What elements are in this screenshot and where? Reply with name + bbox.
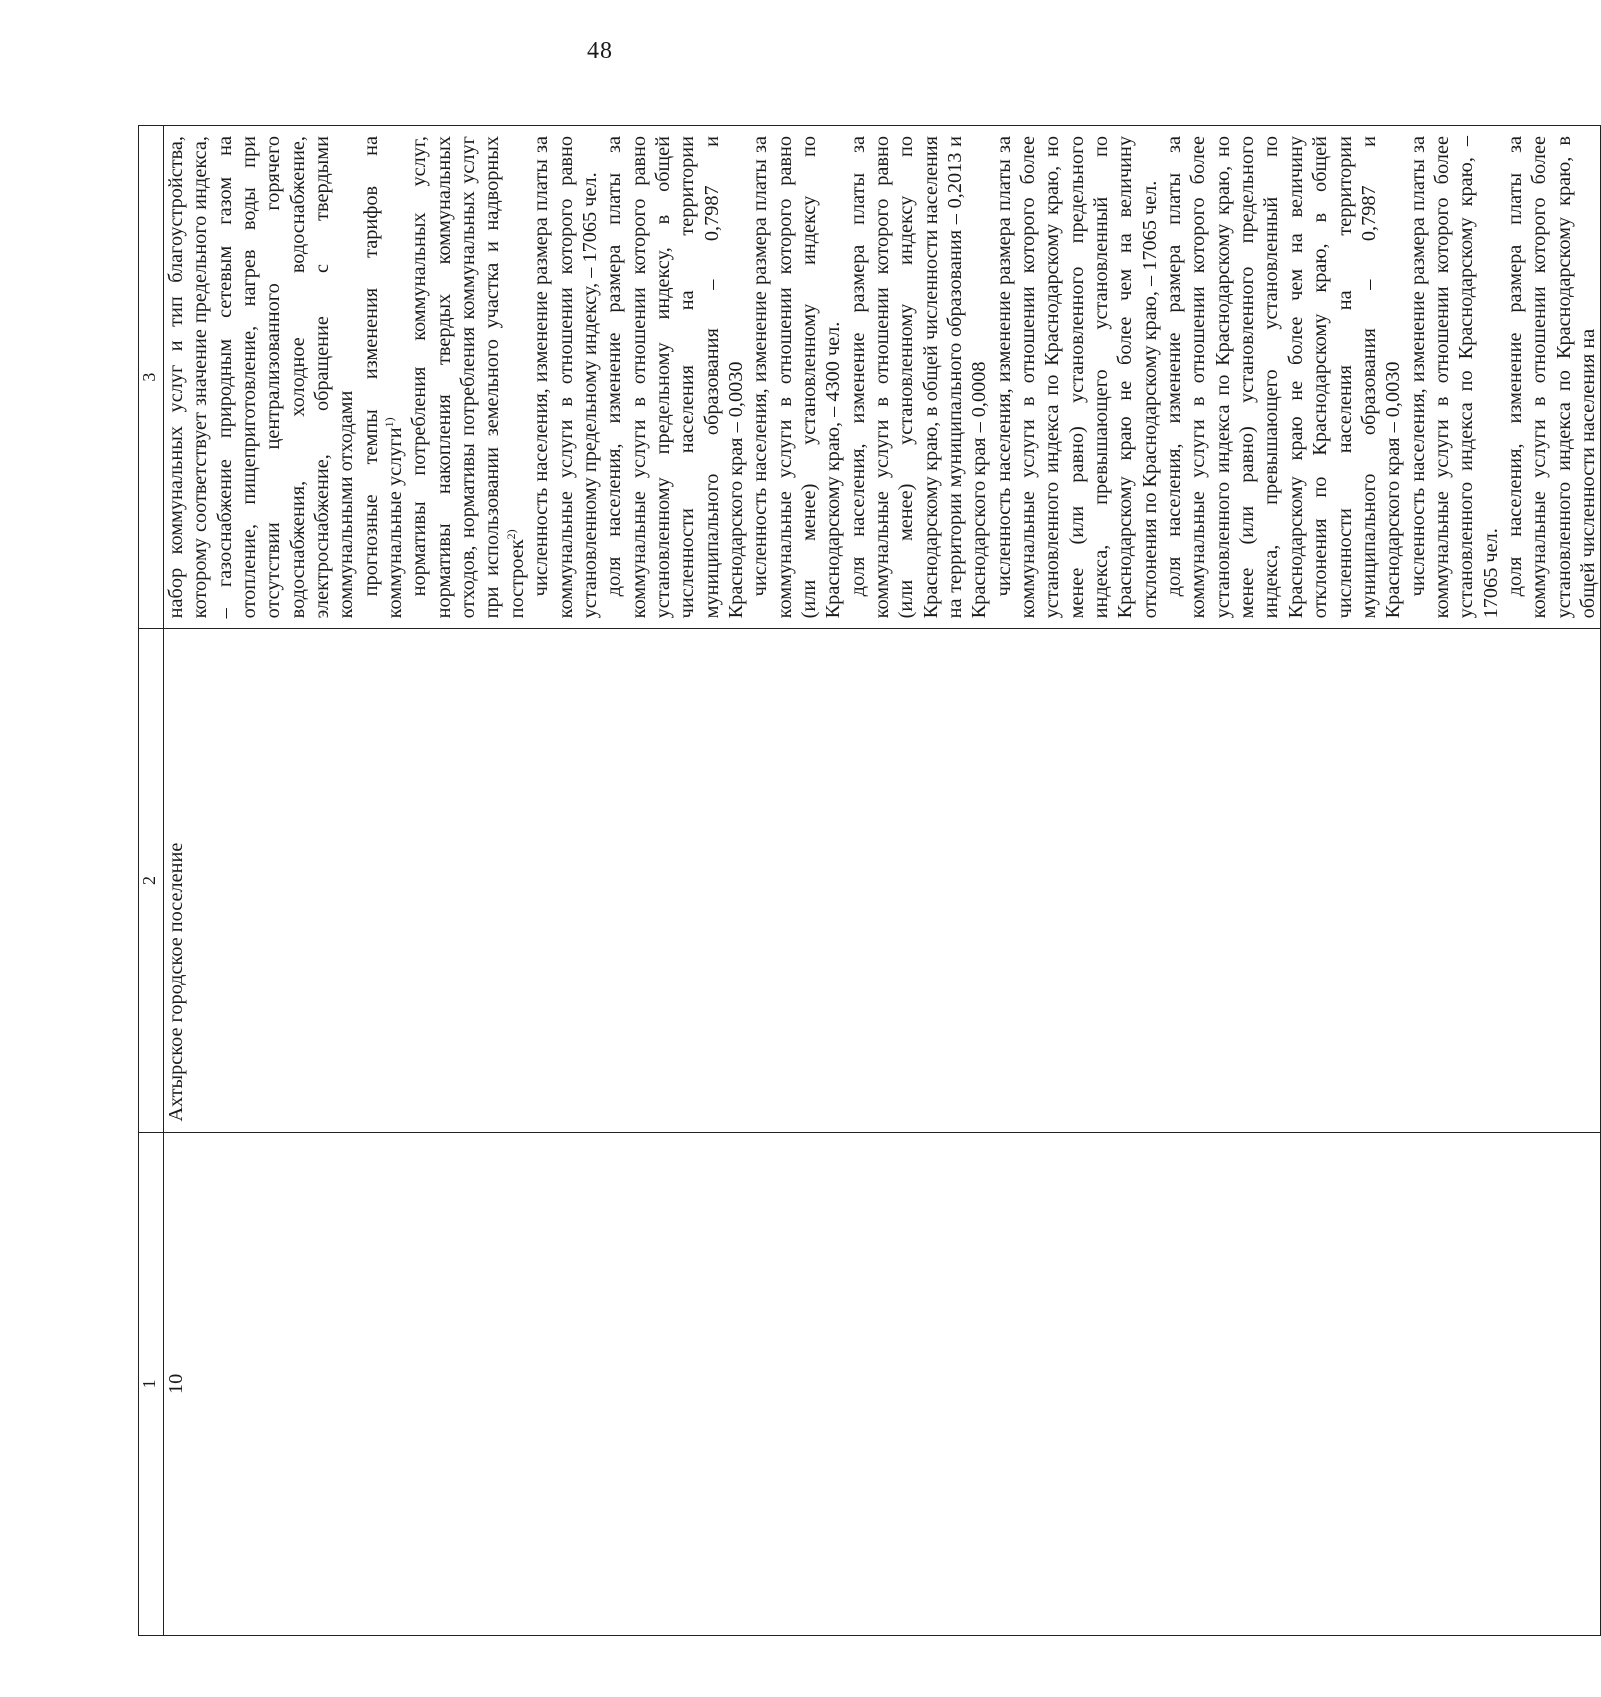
page-number: 48 (587, 38, 613, 64)
footnote-marker: 1) (382, 417, 397, 428)
paragraph-population-above-regional: численность населения, изменение размера платы за коммунальные услуги в отношении которого более установленного индекса по Краснодарскому краю, – 17065 чел. (1406, 136, 1502, 619)
column-header-2: 2 (139, 629, 164, 1132)
paragraph-share-below-regional: доля населения, изменение размера платы за коммунальные услуги в отношении которого равно (или менее) установленному индексу по Краснодарскому краю, в общей численности населения на территории муниципального образования – 0,2013 и Краснодарского края – 0,0008 (846, 136, 991, 619)
table-row (164, 126, 1601, 1636)
paragraph-tariff-rates: прогнозные темпы изменения тарифов на коммунальные услуги$^{1)}$ (359, 136, 407, 619)
column-header-1: 1 (139, 1132, 164, 1635)
paragraph-population-equal-limit: численность населения, изменение размера платы за коммунальные услуги в отношении которого равно установленному предельному индексу, – 17065 чел. (530, 136, 601, 619)
column-header-3: 3 (139, 126, 164, 629)
paragraph-consumption-norms: нормативы потребления коммунальных услуг, нормативы накопления твердых коммунальных отходов, нормативы потребления коммунальных услуг при использовании земельного участка и надворных построек$^{2)}$ (408, 136, 528, 619)
footnote-marker: 2) (504, 529, 519, 540)
rotated-table-container (138, 125, 1599, 1636)
row-number: 10 (164, 1132, 1601, 1635)
paragraph-population-within-deviation: численность населения, изменение размера платы за коммунальные услуги в отношении которого более установленного индекса по Краснодарскому краю, но менее (или равно) установленного предельного индекса, превышающего установленный по Краснодарскому краю не более чем на величину отклонения по Краснодарскому краю, – 17065 чел. (992, 136, 1161, 619)
paragraph-service-set: набор коммунальных услуг и тип благоустройства, которому соответствует значение предельного индекса, – газоснабжение природным сетевым газом на отопление, пищеприготовление, нагрев воды при отсутствии централизованного горячего водоснабжения, холодное водоснабжение, электроснабжение, обращение с твердыми коммунальными отходами (165, 136, 358, 619)
municipality-name: Ахтырское городское поселение (164, 629, 1601, 1132)
header-row (139, 126, 164, 1636)
paragraph-population-below-regional: численность населения, изменение размера платы за коммунальные услуги в отношении которого равно (или менее) установленному индексу по Краснодарскому краю, – 4300 чел. (749, 136, 845, 619)
paragraph-share-equal-limit: доля населения, изменение размера платы за коммунальные услуги в отношении которого равно установленному предельному индексу, в общей численности населения на территории муниципального образования – 0,7987 и Краснодарского края – 0,0030 (603, 136, 747, 619)
row-details (164, 126, 1601, 629)
paragraph-share-within-deviation: доля населения, изменение размера платы за коммунальные услуги в отношении которого более установленного индекса по Краснодарскому краю, но менее (или равно) установленного предельного индекса, превышающего установленный по Краснодарскому краю не более чем на величину отклонения по Краснодарскому краю, в общей численности населения на территории муниципального образования – 0,7987 и Краснодарского края – 0,0030 (1163, 136, 1405, 619)
paragraph-share-above-regional: доля населения, изменение размера платы за коммунальные услуги в отношении которого более установленного индекса по Краснодарскому краю, в общей численности населения на (1503, 136, 1599, 619)
tariff-table (138, 125, 1601, 1636)
